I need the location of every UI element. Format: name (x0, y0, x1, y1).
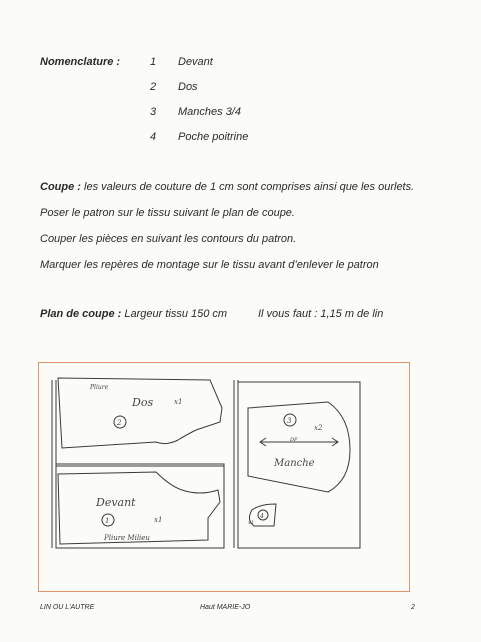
poche-number-label: 4 (260, 513, 264, 520)
dos-fold-label: Pliure (90, 384, 109, 391)
manche-grain-label: DF (290, 437, 298, 443)
plan-de-coupe (40, 308, 227, 320)
manche-name-label: Manche (274, 458, 315, 469)
coupe-instruction: Poser le patron sur le tissu suivant le plan de coupe. (40, 207, 295, 219)
nomenclature-item-name: Manches 3/4 (178, 106, 241, 118)
devant-fold-label: Pliure Milieu (104, 534, 150, 542)
footer-brand: LIN OU L'AUTRE (40, 604, 95, 611)
plan-label: Plan de coupe : (40, 308, 122, 320)
dos-name-label: Dos (132, 396, 154, 409)
nomenclature-item-name: Dos (178, 81, 198, 93)
devant-count-label: x1 (154, 516, 163, 524)
nomenclature-item-number: 3 (150, 106, 157, 118)
right-selvedge-line (234, 380, 238, 548)
fabric-requirement: Il vous faut : 1,15 m de lin (258, 308, 384, 320)
manche-number-label: 3 (287, 417, 292, 425)
nomenclature-item-name: Devant (178, 56, 213, 68)
poche-count-label: x1 (248, 520, 255, 526)
nomenclature-item-number: 4 (150, 131, 157, 143)
coupe-instruction: Couper les pièces en suivant les contours du patron. (40, 233, 297, 245)
dos-pattern-piece (58, 378, 222, 448)
coupe-paragraph (40, 181, 414, 193)
nomenclature-item-number: 1 (150, 56, 157, 68)
coupe-instruction: Marquer les repères de montage sur le tissu avant d’enlever le patron (40, 259, 379, 271)
footer-title: Haut MARIE-JO (200, 604, 251, 611)
nomenclature-label: Nomenclature : (40, 56, 121, 68)
cutting-layout-sketch (38, 362, 410, 592)
dos-number-label: 2 (117, 419, 122, 427)
plan-text: Largeur tissu 150 cm (121, 308, 228, 320)
manche-pattern-piece (248, 402, 350, 492)
nomenclature-item-name: Poche poitrine (178, 131, 249, 143)
devant-name-label: Devant (96, 496, 136, 509)
dos-count-label: x1 (174, 398, 183, 406)
coupe-label: Coupe : (40, 181, 81, 193)
coupe-text: les valeurs de couture de 1 cm sont comprises ainsi que les ourlets. (80, 181, 415, 193)
page-number: 2 (411, 604, 415, 611)
nomenclature-item-number: 2 (150, 81, 157, 93)
manche-count-label: x2 (314, 424, 323, 432)
selvedge-line (52, 380, 56, 548)
devant-number-label: 1 (105, 517, 110, 525)
